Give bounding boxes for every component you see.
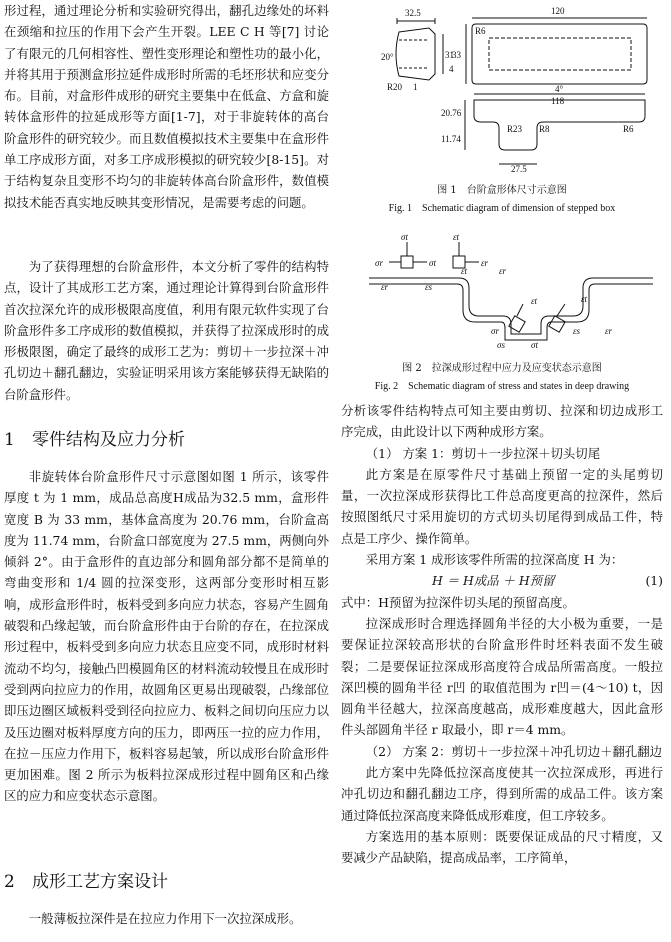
top-view-inner [489, 38, 631, 70]
intro-paragraph-2: 为了获得理想的台阶盒形件，本文分析了零件的结构特点，设计了其成形工艺方案，通过理论计算得到台阶盒形件首次拉深允许的成形极限高度值，利用有限元软件实现了台阶盒形件多工序成形的数值模拟，并获得了拉深成形时的成形极限图，确定了最终的成形工艺为：剪切＋一步拉深＋冲孔切边＋翻孔翻边，实验证明采用该方案能够获得无缺陷的台阶盒形件。 [4, 259, 329, 402]
section-1-paragraph: 非旋转体台阶盒形件尺寸示意图如图 1 所示，该零件厚度 t 为 1 mm，成品总高度H成品为32.5 mm，盒形件宽度 B 为 33 mm，基体盒高度为 20.76 mm，台阶盒高度为 11.74 mm，台阶盒口部宽度为 27.5 mm，两侧向外倾斜 2°。由于盒形件的直边部分和圆角部分都不是简单的弯曲变形和 1/4 圆的拉深变形，这两部分变形时相互影响，成形盒形件时，板料受到多向应力状态，容易产生圆角破裂和凸缘起皱，而台阶盒形件由于台阶的存在，在拉深成形过程中，板料受到多向应力状态且应变不同，成形时材料流动不均匀，接触凸凹模圆角区的材料流动较慢且在成形时受到两向拉应力的作用，故圆角区更易出现破裂，凸缘部位即压边圈区域板料受到径向拉应力、板料之间切向压应力以及压边圈对板料厚度方向的压力，即两压一拉的应力作用，在拉－压应力作用下，板料容易起皱，所以成形台阶盒形件更加困难。图 2 所示为板料拉深成形过程中圆角区和凸缘区的应力和应变状态示意图。 [4, 469, 329, 804]
right-paragraph: 式中：H预留为拉深件切头尾的预留高度。 [341, 594, 575, 610]
figure-2-caption-en: Fig. 2 Schematic diagram of stress and states in deep drawing [374, 381, 630, 392]
right-paragraph: 方案选用的基本原则：既要保证成品的尺寸精度，又要减少产品缺陷，提高成品率，工序简单， [341, 828, 663, 866]
fig2-label: σt [531, 340, 538, 350]
section-1-number: 1 [4, 430, 15, 450]
fig1-dim-label: 20° [381, 52, 394, 62]
fig1-dim-label: 11.74 [441, 134, 461, 144]
fig1-dim-label: R8 [539, 124, 550, 134]
figure-2-caption-cn: 图 2 拉深成形过程中应力及应变状态示意图 [402, 363, 602, 374]
section-1-title: 零件结构及应力分析 [32, 430, 185, 450]
fig1-dim-label: 32.5 [405, 8, 421, 18]
right-paragraph: 此方案中先降低拉深高度使其一次拉深成形，再进行冲孔切边和翻孔翻边工序，得到所需的成品工件。该方案通过降低拉深高度来降低成形难度，但工序较多。 [341, 765, 663, 823]
fig2-label: σr [491, 326, 499, 336]
fig2-label: εt [453, 232, 460, 242]
scheme-2-heading: （2） 方案 2：剪切＋一步拉深＋冲孔切边＋翻孔翻边 [365, 743, 663, 759]
top-view-outline [472, 24, 647, 84]
fig1-dim-label: 1 [413, 82, 418, 92]
fig1-dim-label: R6 [475, 26, 486, 36]
section-2-paragraph: 一般薄板拉深件是在拉应力作用下一次拉深成形。 [28, 911, 302, 926]
fig1-dim-label: 33 [452, 50, 461, 60]
section-1 [4, 428, 329, 807]
equation-1-body: H ＝ H成品 ＋ H预留 [431, 573, 555, 589]
figure-1-caption-cn: 图 1 台阶盒形体尺寸示意图 [437, 185, 567, 196]
right-paragraph: 此方案是在原零件尺寸基础上预留一定的头尾剪切量，一次拉深成形获得比工件总高度更高的拉深件，然后按照图纸尺寸采用旋切的方式切头切尾得到成品工件，特点是工序少、操作简单。 [341, 466, 663, 546]
equation-1 [341, 570, 663, 591]
flange-element [401, 256, 413, 268]
fig2-label: σr [375, 258, 383, 268]
fig2-label: σt [429, 258, 436, 268]
section-1-heading [4, 428, 329, 452]
figure-1-caption-en: Fig. 1 Schematic diagram of dimension of stepped box [388, 203, 616, 214]
fig2-label: εt [461, 266, 468, 276]
fig1-dim-label: 27.5 [511, 164, 527, 174]
equation-1-number: (1) [645, 573, 663, 589]
side-view-hidden-lines [399, 40, 427, 68]
fig1-dim-label: R20 [387, 82, 403, 92]
fig2-label: εr [499, 266, 507, 276]
fig1-dim-label: R23 [507, 124, 523, 134]
figure-2-drawing [341, 230, 663, 354]
fig2-label: εs [425, 282, 433, 292]
right-paragraph: 分析该零件结构特点可知主要由剪切、拉深和切边成形工序完成，由此设计以下两种成形方案。 [341, 403, 663, 440]
section-2-title: 成形工艺方案设计 [32, 872, 168, 892]
fig1-dim-label: 20.76 [441, 108, 462, 118]
figure-1 [341, 4, 663, 216]
right-paragraph: 采用方案 1 成形该零件所需的拉深高度 H 为： [365, 552, 624, 568]
fig1-dim-label: 120 [551, 6, 565, 16]
front-view-outline [474, 100, 645, 150]
fig2-label: εr [481, 258, 489, 268]
section-2-heading [4, 870, 329, 894]
fig1-dim-label: 4 [449, 64, 454, 74]
fig2-label: σs [497, 340, 505, 350]
fig2-label: εr [605, 326, 613, 336]
fig2-label: εr [381, 282, 389, 292]
section-2-number: 2 [4, 872, 15, 892]
fig1-dim-label: R6 [623, 124, 634, 134]
side-view-outline [396, 28, 435, 80]
figure-1-drawing [341, 4, 663, 174]
section-2 [4, 870, 329, 929]
scheme-1-heading: （1） 方案 1：剪切＋一步拉深＋切头切尾 [365, 445, 601, 461]
fig2-label: εt [581, 294, 588, 304]
right-paragraph: 拉深成形时合理选择圆角半径的大小极为重要，一是要保证拉深较高形状的台阶盒形件时坯料表面不发生破裂；二是要保证拉深成形高度符合成品所需高度。一般拉深凹模的圆角半径 r凹 的取值范围为 r凹＝(4～10) t，因圆角半径越大，拉深高度越高，成形难度越大，因此盒形件头部圆角半径 r 取最小，即 r＝4 mm。 [341, 615, 663, 738]
strain-element [549, 316, 565, 332]
fig1-dim-label: 118 [551, 96, 565, 106]
fig1-dim-label: 4° [555, 84, 564, 94]
fig2-label: εs [573, 326, 581, 336]
fig1-dim-label: 31 [445, 50, 454, 60]
fig2-label: εt [531, 296, 538, 306]
figure-2 [341, 230, 663, 400]
fig2-label: σt [401, 232, 408, 242]
right-text [341, 400, 663, 869]
intro-paragraph-1: 形过程，通过理论分析和实验研究得出，翻孔边缘处的坏料在颈缩和拉压的作用下会产生开裂。LEE C H 等[7] 讨论了有限元的几何相容性、塑性变形理论和塑性功的最小化，并将其用于预测盒形拉延件成形时所需的毛坯形状和应变分布。目前，对盒形件成形的研究主要集中在低盒、方盒和旋转体盒形件的拉延成形等方面[1-7]，对于非旋转体的高台阶盒形件的研究较少。而且数值模拟技术主要集中在盒形件单工序成形方面，对多工序成形模拟的研究较少[8-15]。对于结构复杂且变形不均匀的非旋转体高台阶盒形件，数值模拟技术能否真实地反映其变形情况，是需要考虑的问题。 [4, 3, 329, 210]
